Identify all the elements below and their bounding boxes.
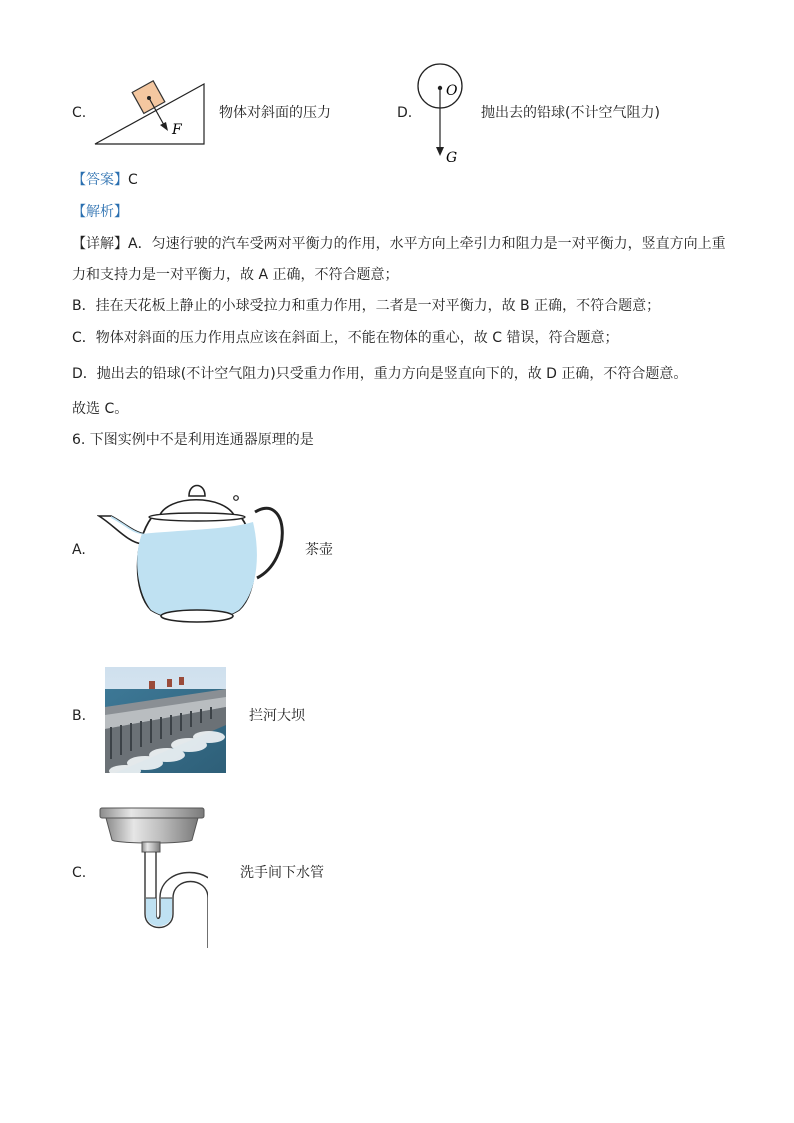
explanation-conclusion: 故选 C。 — [72, 401, 129, 417]
answer-tag: 【答案】 — [72, 172, 128, 188]
q6-option-c-letter: C. — [72, 865, 87, 881]
gravity-arrowhead — [436, 147, 444, 156]
teapot-image — [97, 472, 289, 628]
q6-option-b-letter: B. — [72, 708, 87, 724]
force-f-label: F — [172, 122, 182, 138]
q6-option-c-caption: 洗手间下水管 — [240, 865, 324, 881]
q6-option-b-caption: 拦河大坝 — [249, 708, 305, 724]
option-c-caption: 物体对斜面的压力 — [219, 105, 331, 121]
incline-diagram — [92, 78, 208, 148]
teapot-base — [161, 610, 233, 622]
analysis-tag: 【解析】 — [72, 204, 128, 220]
shotput-center — [438, 86, 442, 90]
option-c-letter: C. — [72, 105, 87, 121]
explanation-tag: 【详解】 — [72, 236, 128, 252]
center-o-label: O — [446, 83, 458, 99]
teapot-handle — [255, 508, 282, 578]
drain-fitting — [142, 842, 160, 852]
option-d-caption: 抛出去的铅球(不计空气阻力) — [481, 105, 660, 121]
teapot-water — [137, 522, 257, 621]
answer-line — [72, 170, 138, 190]
gravity-g-label: G — [446, 150, 458, 166]
pipe-water — [146, 898, 172, 926]
teapot-knob — [189, 486, 205, 497]
explanation-para3: C．物体对斜面的压力作用点应该在斜面上，不能在物体的重心，故 C 错误，符合题意； — [72, 330, 619, 346]
q6-option-a-caption: 茶壶 — [305, 542, 333, 558]
force-arrowhead — [160, 122, 168, 131]
dam-photo — [105, 667, 226, 773]
basin-rim — [100, 808, 204, 818]
drain-pipe-image — [98, 806, 208, 948]
teapot-spout — [99, 516, 145, 544]
explanation-para4: D．抛出去的铅球(不计空气阻力)只受重力作用，重力方向是竖直向下的，故 D 正确，不符合题意。 — [72, 366, 688, 382]
option-d-letter: D. — [397, 105, 413, 121]
question6-stem: 6. 下图实例中不是利用连通器原理的是 — [72, 432, 314, 448]
answer-value: C — [128, 172, 138, 188]
q6-option-a-letter: A. — [72, 542, 86, 558]
shotput-diagram — [416, 62, 468, 168]
explanation-para1-line2: 力和支持力是一对平衡力，故 A 正确，不符合题意； — [72, 267, 399, 283]
explanation-para2: B．挂在天花板上静止的小球受拉力和重力作用，二者是一对平衡力，故 B 正确，不符合题意； — [72, 298, 661, 314]
explanation-para1-line1: 【详解】A．匀速行驶的汽车受两对平衡力的作用，水平方向上牵引力和阻力是一对平衡力，竖直方向上重 — [72, 236, 726, 252]
basin-bowl — [106, 818, 198, 843]
